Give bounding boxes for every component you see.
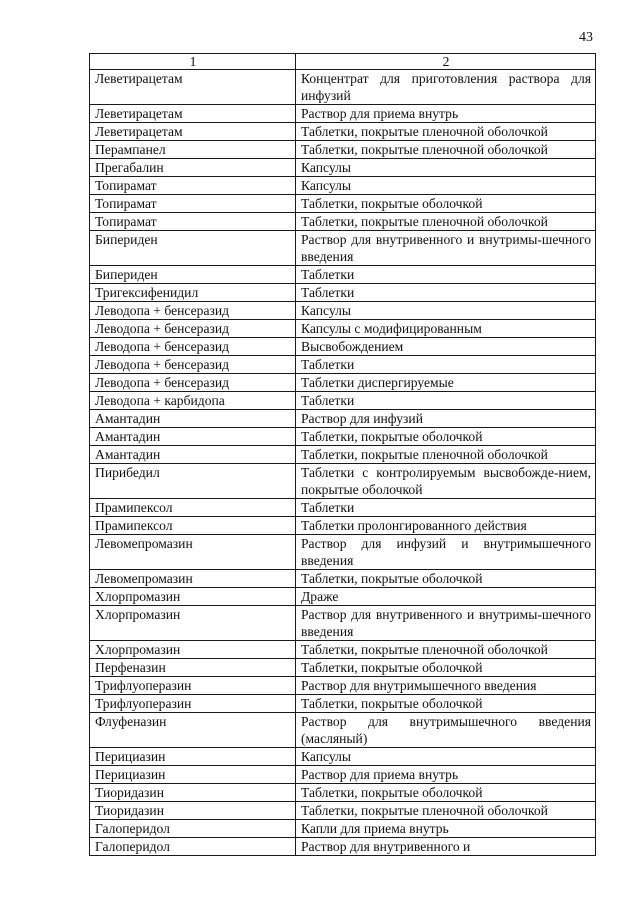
table-row: [90, 784, 596, 802]
drug-name-cell: Тригексифенидил: [90, 284, 296, 302]
table-row: [90, 284, 596, 302]
table-row: [90, 70, 596, 105]
drug-name-cell: Перициазин: [90, 748, 296, 766]
table-row: [90, 105, 596, 123]
table-header-row: [90, 54, 596, 70]
drug-name-cell: Тиоридазин: [90, 802, 296, 820]
drug-name-cell: Галоперидол: [90, 838, 296, 856]
drug-name-cell: Перфеназин: [90, 659, 296, 677]
table-row: [90, 302, 596, 320]
drug-name-cell: Леводопа + бенсеразид: [90, 356, 296, 374]
table-row: [90, 231, 596, 266]
dosage-form-cell: Таблетки, покрытые пленочной оболочкой: [296, 141, 596, 159]
drug-name-cell: Леводопа + бенсеразид: [90, 374, 296, 392]
table-row: [90, 195, 596, 213]
column-header: 2: [296, 54, 596, 70]
drug-name-cell: Амантадин: [90, 446, 296, 464]
drug-name-cell: Перампанел: [90, 141, 296, 159]
dosage-form-cell: Раствор для внутривенного и внутримы-шечного введения: [296, 606, 596, 641]
table-row: [90, 213, 596, 231]
table-row: [90, 802, 596, 820]
dosage-form-cell: Высвобождением: [296, 338, 596, 356]
drug-name-cell: Амантадин: [90, 428, 296, 446]
drug-table: [89, 53, 596, 856]
page-number: 43: [579, 30, 593, 45]
dosage-form-cell: Таблетки диспергируемые: [296, 374, 596, 392]
drug-name-cell: Топирамат: [90, 177, 296, 195]
table-row: [90, 820, 596, 838]
dosage-form-cell: Раствор для внутривенного и: [296, 838, 596, 856]
table-row: [90, 141, 596, 159]
dosage-form-cell: Раствор для инфузий и внутримышечного введения: [296, 535, 596, 570]
table-row: [90, 677, 596, 695]
dosage-form-cell: Таблетки, покрытые пленочной оболочкой: [296, 802, 596, 820]
drug-name-cell: Трифлуоперазин: [90, 677, 296, 695]
table-row: [90, 517, 596, 535]
table-row: [90, 446, 596, 464]
table-row: [90, 177, 596, 195]
dosage-form-cell: Таблетки: [296, 356, 596, 374]
table-row: [90, 338, 596, 356]
drug-name-cell: Перициазин: [90, 766, 296, 784]
drug-name-cell: Флуфеназин: [90, 713, 296, 748]
dosage-form-cell: Таблетки, покрытые пленочной оболочкой: [296, 641, 596, 659]
dosage-form-cell: Раствор для внутримышечного введения (масляный): [296, 713, 596, 748]
drug-name-cell: Леводопа + бенсеразид: [90, 338, 296, 356]
drug-name-cell: Прегабалин: [90, 159, 296, 177]
table-row: [90, 428, 596, 446]
drug-name-cell: Галоперидол: [90, 820, 296, 838]
drug-name-cell: Леветирацетам: [90, 123, 296, 141]
table-body: [90, 70, 596, 856]
dosage-form-cell: Таблетки: [296, 392, 596, 410]
table-row: [90, 535, 596, 570]
dosage-form-cell: Капсулы: [296, 159, 596, 177]
table-row: [90, 606, 596, 641]
drug-name-cell: Топирамат: [90, 213, 296, 231]
table-row: [90, 320, 596, 338]
table-row: [90, 838, 596, 856]
drug-name-cell: Трифлуоперазин: [90, 695, 296, 713]
drug-name-cell: Левомепромазин: [90, 535, 296, 570]
column-header: 1: [90, 54, 296, 70]
drug-name-cell: Леводопа + бенсеразид: [90, 320, 296, 338]
table-row: [90, 374, 596, 392]
dosage-form-cell: Таблетки: [296, 499, 596, 517]
dosage-form-cell: Раствор для приема внутрь: [296, 766, 596, 784]
dosage-form-cell: Таблетки, покрытые оболочкой: [296, 570, 596, 588]
drug-name-cell: Леветирацетам: [90, 105, 296, 123]
table-row: [90, 266, 596, 284]
table-row: [90, 748, 596, 766]
dosage-form-cell: Раствор для инфузий: [296, 410, 596, 428]
dosage-form-cell: Раствор для внутривенного и внутримы-шечного введения: [296, 231, 596, 266]
dosage-form-cell: Капсулы: [296, 302, 596, 320]
table-row: [90, 659, 596, 677]
dosage-form-cell: Таблетки, покрытые пленочной оболочкой: [296, 213, 596, 231]
drug-name-cell: Амантадин: [90, 410, 296, 428]
dosage-form-cell: Таблетки: [296, 266, 596, 284]
drug-name-cell: Бипериден: [90, 231, 296, 266]
dosage-form-cell: Таблетки, покрытые пленочной оболочкой: [296, 123, 596, 141]
dosage-form-cell: Таблетки, покрытые оболочкой: [296, 659, 596, 677]
drug-name-cell: Пирибедил: [90, 464, 296, 499]
table-row: [90, 695, 596, 713]
drug-name-cell: Хлорпромазин: [90, 641, 296, 659]
table-row: [90, 588, 596, 606]
table-row: [90, 570, 596, 588]
dosage-form-cell: Драже: [296, 588, 596, 606]
dosage-form-cell: Капсулы: [296, 177, 596, 195]
dosage-form-cell: Раствор для приема внутрь: [296, 105, 596, 123]
dosage-form-cell: Капсулы: [296, 748, 596, 766]
table-row: [90, 641, 596, 659]
dosage-form-cell: Таблетки, покрытые оболочкой: [296, 428, 596, 446]
drug-name-cell: Топирамат: [90, 195, 296, 213]
table-row: [90, 356, 596, 374]
dosage-form-cell: Таблетки, покрытые пленочной оболочкой: [296, 446, 596, 464]
table-row: [90, 392, 596, 410]
table-row: [90, 123, 596, 141]
dosage-form-cell: Капсулы с модифицированным: [296, 320, 596, 338]
drug-name-cell: Хлорпромазин: [90, 606, 296, 641]
drug-name-cell: Хлорпромазин: [90, 588, 296, 606]
table-row: [90, 410, 596, 428]
dosage-form-cell: Концентрат для приготовления раствора для инфузий: [296, 70, 596, 105]
dosage-form-cell: Раствор для внутримышечного введения: [296, 677, 596, 695]
drug-name-cell: Леводопа + карбидопа: [90, 392, 296, 410]
table-row: [90, 766, 596, 784]
dosage-form-cell: Таблетки: [296, 284, 596, 302]
drug-name-cell: Прамипексол: [90, 499, 296, 517]
table-row: [90, 713, 596, 748]
drug-name-cell: Левомепромазин: [90, 570, 296, 588]
drug-name-cell: Бипериден: [90, 266, 296, 284]
drug-name-cell: Прамипексол: [90, 517, 296, 535]
drug-name-cell: Леводопа + бенсеразид: [90, 302, 296, 320]
table-row: [90, 464, 596, 499]
dosage-form-cell: Таблетки пролонгированного действия: [296, 517, 596, 535]
dosage-form-cell: Таблетки, покрытые оболочкой: [296, 695, 596, 713]
drug-name-cell: Тиоридазин: [90, 784, 296, 802]
dosage-form-cell: Таблетки, покрытые оболочкой: [296, 195, 596, 213]
table-row: [90, 159, 596, 177]
dosage-form-cell: Таблетки, покрытые оболочкой: [296, 784, 596, 802]
dosage-form-cell: Таблетки с контролируемым высвобожде-нием, покрытые оболочкой: [296, 464, 596, 499]
drug-name-cell: Леветирацетам: [90, 70, 296, 105]
table-row: [90, 499, 596, 517]
dosage-form-cell: Капли для приема внутрь: [296, 820, 596, 838]
